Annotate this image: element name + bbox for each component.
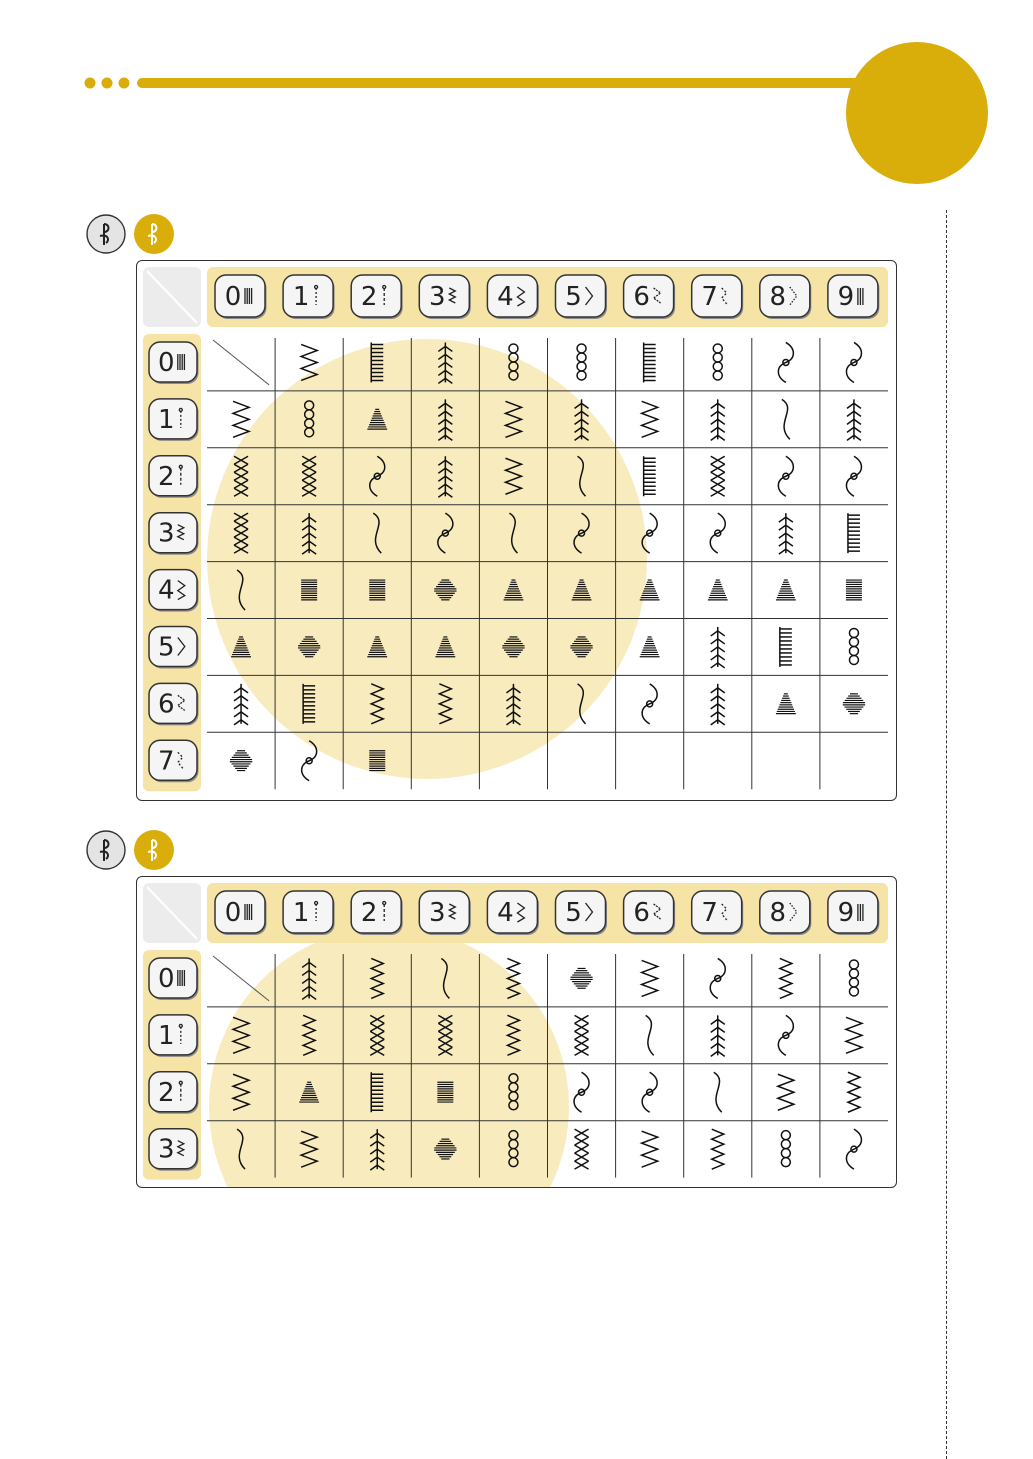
- stitch-star-chain: [505, 401, 521, 437]
- stitch-cross-stitch-3: [849, 628, 858, 664]
- stitch-vine: [711, 399, 725, 440]
- stitch-table-2: [136, 876, 897, 1188]
- stitch-step-block-2: [640, 580, 660, 600]
- empty-cell-diagonal: [213, 956, 269, 1001]
- stitch-half-moon: [369, 580, 385, 600]
- stitch-arrow-cross: [713, 344, 722, 380]
- stitch-triangle-down: [504, 580, 524, 600]
- svg-text:1: 1: [292, 282, 310, 312]
- column-key-2: [351, 275, 403, 319]
- column-key-0: [215, 891, 267, 935]
- svg-text:0: 0: [158, 348, 175, 378]
- stitch-cross-band: [438, 342, 452, 383]
- stitch-hem-blind: [507, 1015, 519, 1055]
- stitch-step: [781, 1131, 790, 1167]
- stitch-crocodile: [302, 513, 316, 554]
- header-dot: [85, 78, 96, 89]
- stitch-zigzag-3step-2: [710, 958, 725, 998]
- svg-text:2: 2: [158, 1077, 175, 1108]
- stitch-heart-chain: [505, 458, 521, 494]
- stitch-step-fill: [435, 637, 455, 657]
- needle-mode-icon-gold: [134, 214, 174, 254]
- stitch-ladder: [233, 1017, 249, 1053]
- stitch-oval: [846, 580, 862, 600]
- stitch-zig: [439, 684, 451, 724]
- stitch-satin-cord: [848, 1072, 860, 1112]
- column-key-9: [828, 891, 880, 935]
- stitch-step-2: [846, 1129, 861, 1169]
- svg-text:1: 1: [158, 1020, 175, 1051]
- stitch-arrow-leaf: [843, 694, 865, 714]
- stitch-zigzag: [507, 958, 519, 998]
- stitch-coil: [642, 513, 657, 553]
- mode-icons-2: [84, 828, 184, 872]
- stitch-thorn: [302, 741, 317, 781]
- svg-text:0: 0: [224, 898, 242, 928]
- stitch-cross-stitch-2: [780, 627, 792, 667]
- svg-text:2: 2: [360, 898, 378, 928]
- svg-text:4: 4: [497, 898, 514, 928]
- stitch-cross-band-double: [509, 344, 518, 380]
- column-key-8: [760, 275, 812, 319]
- stitch-stipple: [778, 1015, 793, 1055]
- column-key-3: [419, 275, 471, 319]
- stitch-triangle-lattice: [299, 1082, 319, 1102]
- stitch-wave-line: [371, 684, 383, 724]
- svg-text:3: 3: [158, 1134, 175, 1165]
- stitch-curve: [438, 513, 453, 553]
- svg-text:6: 6: [633, 898, 650, 928]
- column-key-5: [556, 891, 608, 935]
- svg-text:9: 9: [837, 898, 855, 928]
- svg-text:0: 0: [158, 964, 175, 994]
- header-dot: [102, 78, 113, 89]
- needle-mode-icon-grey: [87, 215, 125, 253]
- stitch-scallop-dot: [846, 1017, 862, 1053]
- stitch-rope: [711, 684, 725, 725]
- column-key-6: [624, 891, 676, 935]
- stitch-scallop: [847, 399, 861, 440]
- stitch-arrow: [367, 637, 387, 657]
- column-key-4: [487, 891, 539, 935]
- stitch-chevron-lattice: [509, 1074, 518, 1110]
- stitch-wave-bold: [578, 684, 586, 724]
- stitch-arc: [779, 513, 793, 554]
- stitch-bead: [778, 1074, 794, 1110]
- stitch-triple-straight: [441, 958, 449, 998]
- stitch-crescent: [301, 580, 317, 600]
- needle-mode-icon-grey: [87, 831, 125, 869]
- stitch-diamond-x: [846, 342, 861, 382]
- stitch-ladder-side: [301, 1131, 317, 1167]
- stitch-zigzag-double: [233, 1074, 249, 1110]
- stitch-slant: [570, 637, 592, 657]
- stitch-grid-2: [137, 877, 896, 1187]
- cut-guide-line: [946, 210, 947, 1459]
- stitch-leaf-spray: [642, 401, 658, 437]
- svg-text:7: 7: [158, 746, 175, 777]
- svg-text:7: 7: [701, 898, 718, 928]
- stitch-zigzag-3step: [642, 960, 658, 996]
- stitch-zigzag-bold: [506, 684, 520, 725]
- stitch-diamond-x-chain: [575, 1129, 589, 1169]
- stitch-slant-comb: [303, 1015, 315, 1055]
- row-key-1: [149, 399, 199, 441]
- header-rule: [137, 78, 877, 88]
- stitch-zigzag-multi: [849, 960, 858, 996]
- stitch-zigzag-narrow: [570, 968, 592, 988]
- stitch-cross-stitch: [711, 627, 725, 668]
- stitch-edge-comb: [646, 1015, 654, 1055]
- svg-text:6: 6: [633, 282, 650, 312]
- stitch-table-1: [136, 260, 897, 801]
- stitch-vine-knot: [302, 456, 316, 496]
- column-key-4: [487, 275, 539, 319]
- stitch-comb: [373, 513, 381, 553]
- stitch-flower-chain: [578, 456, 586, 496]
- svg-text:8: 8: [769, 898, 787, 928]
- stitch-box-lattice: [509, 1131, 518, 1167]
- svg-text:2: 2: [158, 461, 175, 492]
- stitch-feather: [371, 342, 383, 382]
- stitch-diamond-chain: [434, 1139, 456, 1159]
- row-key-2: [149, 456, 199, 498]
- svg-text:5: 5: [158, 632, 175, 663]
- stitch-snowflake: [233, 401, 249, 437]
- stitch-wave-block: [367, 409, 387, 429]
- stitch-oval-small: [640, 637, 660, 657]
- stitch-clover: [711, 456, 725, 496]
- svg-text:7: 7: [701, 282, 718, 312]
- stitch-swirl: [642, 684, 657, 724]
- stitch-fir: [778, 342, 793, 382]
- stitch-ladder-2: [714, 1072, 722, 1112]
- stitch-twig: [782, 399, 790, 439]
- stitch-feather-open: [577, 344, 586, 380]
- svg-text:1: 1: [158, 404, 175, 435]
- row-key-2: [149, 1072, 199, 1114]
- svg-text:9: 9: [837, 282, 855, 312]
- svg-text:4: 4: [497, 282, 514, 312]
- stitch-zigzag-zag: [371, 1072, 383, 1112]
- stitch-cross-x: [438, 1015, 452, 1055]
- row-key-0: [149, 342, 199, 384]
- stitch-cross-lattice: [574, 1072, 589, 1112]
- column-key-0: [215, 275, 267, 319]
- stitch-holly: [438, 456, 452, 497]
- stitch-edge-dash: [711, 1015, 725, 1056]
- stitch-straight-left: [302, 958, 316, 999]
- stitch-diamond-lattice: [437, 1082, 453, 1102]
- stitch-straight-center: [371, 958, 383, 998]
- column-key-8: [760, 891, 812, 935]
- row-key-0: [149, 958, 199, 1000]
- column-key-1: [283, 275, 335, 319]
- column-key-9: [828, 275, 880, 319]
- column-key-3: [419, 891, 471, 935]
- stitch-ladder-box: [712, 1129, 724, 1169]
- stitch-zigzag-wide: [780, 958, 792, 998]
- stitch-tree: [301, 344, 317, 380]
- row-key-3: [149, 1129, 199, 1171]
- stitch-star: [370, 1129, 384, 1170]
- column-key-2: [351, 891, 403, 935]
- stitch-rose: [778, 456, 793, 496]
- stitch-s-curve: [848, 513, 860, 553]
- stitch-stripe-block: [369, 751, 385, 771]
- svg-text:2: 2: [360, 282, 378, 312]
- stitch-ruler: [230, 751, 252, 771]
- svg-text:4: 4: [158, 575, 175, 606]
- needle-mode-icon-gold: [134, 830, 174, 870]
- stitch-satin-wave: [575, 1015, 589, 1055]
- row-key-1: [149, 1015, 199, 1057]
- svg-text:5: 5: [565, 898, 582, 928]
- mode-icons-1: [84, 212, 184, 256]
- row-key-4: [149, 570, 199, 612]
- stitch-parallelogram: [708, 580, 728, 600]
- row-key-3: [149, 513, 199, 555]
- chapter-header: [0, 0, 1033, 200]
- stitch-triangle-up: [434, 580, 456, 600]
- column-key-6: [624, 275, 676, 319]
- column-key-7: [692, 275, 744, 319]
- stitch-zigzag-cross: [644, 342, 656, 382]
- stitch-half-circle: [298, 637, 320, 657]
- svg-text:8: 8: [769, 282, 787, 312]
- stitch-lattice: [234, 684, 248, 725]
- stitch-greek-key: [438, 399, 452, 440]
- svg-text:0: 0: [224, 282, 242, 312]
- stitch-side-step: [642, 1131, 658, 1167]
- stitch-flower-stem: [644, 456, 656, 496]
- stitch-slant-comb-2: [370, 1015, 384, 1055]
- empty-cell-diagonal: [213, 340, 269, 385]
- stitch-lattice-2: [303, 684, 315, 724]
- stitch-step-block: [572, 580, 592, 600]
- column-key-1: [283, 891, 335, 935]
- row-key-6: [149, 683, 199, 725]
- stitch-sunflower: [237, 570, 245, 610]
- stitch-parallelogram-2: [776, 580, 796, 600]
- stitch-bow: [575, 399, 589, 440]
- svg-text:6: 6: [158, 689, 175, 720]
- svg-text:3: 3: [158, 518, 175, 549]
- stitch-curl: [305, 401, 314, 437]
- stitch-wave: [237, 1129, 245, 1169]
- stitch-grid-1: [137, 261, 896, 800]
- svg-text:3: 3: [429, 898, 446, 928]
- column-key-7: [692, 891, 744, 935]
- stitch-leaf-vine: [509, 513, 517, 553]
- stitch-loops: [846, 456, 861, 496]
- stitch-twist: [574, 513, 589, 553]
- row-key-7: [149, 740, 199, 782]
- row-key-5: [149, 627, 199, 669]
- svg-text:5: 5: [565, 282, 582, 312]
- stitch-zigzag-dash: [642, 1072, 657, 1112]
- svg-text:1: 1: [292, 898, 310, 928]
- stitch-diamond: [231, 637, 251, 657]
- stitch-chevron: [502, 637, 524, 657]
- stitch-chevron-bold: [776, 694, 796, 714]
- stitch-wave-chain: [234, 513, 248, 553]
- stitch-spiral: [710, 513, 725, 553]
- column-key-5: [556, 275, 608, 319]
- header-dot: [119, 78, 130, 89]
- svg-text:3: 3: [429, 282, 446, 312]
- stitch-fern: [234, 456, 248, 496]
- chapter-tab-circle: [846, 42, 988, 184]
- stitch-leaf-branch: [370, 456, 385, 496]
